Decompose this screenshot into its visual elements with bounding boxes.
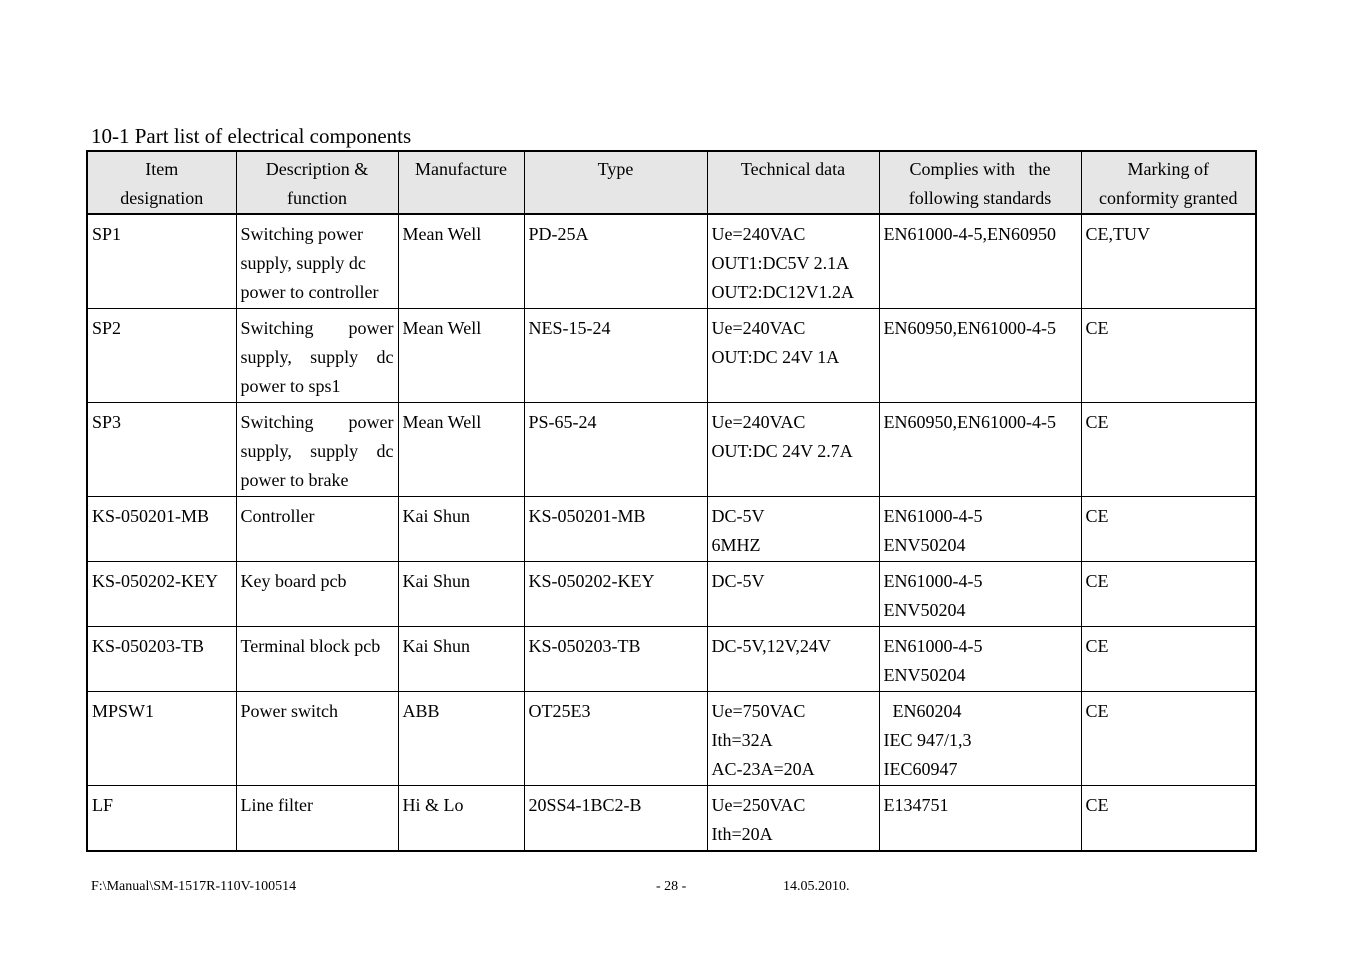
cell-marking: CE [1081, 786, 1256, 852]
cell-standards: EN61000-4-5,EN60950 [879, 214, 1081, 309]
cell-description: Switching power supply, supply dc power to sps1 [236, 309, 398, 403]
header-standards: Complies with the following standards [879, 151, 1081, 214]
header-manufacture: Manufacture [398, 151, 524, 214]
header-technical-data: Technical data [707, 151, 879, 214]
cell-item: LF [87, 786, 236, 852]
cell-technical: DC-5V,12V,24V [707, 627, 879, 692]
cell-description: Key board pcb [236, 562, 398, 627]
cell-standards: EN60204 IEC 947/1,3 IEC60947 [879, 692, 1081, 786]
cell-type: PD-25A [524, 214, 707, 309]
cell-technical: Ue=240VAC OUT1:DC5V 2.1A OUT2:DC12V1.2A [707, 214, 879, 309]
cell-standards: EN60950,EN61000-4-5 [879, 403, 1081, 497]
table-row [87, 692, 1256, 786]
footer-date: 14.05.2010. [783, 879, 850, 894]
parts-table [86, 150, 1257, 852]
table-row [87, 403, 1256, 497]
cell-marking: CE,TUV [1081, 214, 1256, 309]
cell-item: KS-050202-KEY [87, 562, 236, 627]
cell-marking: CE [1081, 403, 1256, 497]
footer-page-number: - 28 - [656, 879, 687, 894]
header-description: Description & function [236, 151, 398, 214]
cell-manufacture: Mean Well [398, 309, 524, 403]
table-row [87, 497, 1256, 562]
cell-type: KS-050201-MB [524, 497, 707, 562]
cell-manufacture: Mean Well [398, 403, 524, 497]
table-row [87, 562, 1256, 627]
cell-description: Controller [236, 497, 398, 562]
cell-type: KS-050202-KEY [524, 562, 707, 627]
cell-type: KS-050203-TB [524, 627, 707, 692]
cell-description: Line filter [236, 786, 398, 852]
cell-description: Power switch [236, 692, 398, 786]
cell-type: OT25E3 [524, 692, 707, 786]
cell-technical: Ue=250VAC Ith=20A [707, 786, 879, 852]
cell-standards: EN61000-4-5 ENV50204 [879, 497, 1081, 562]
cell-marking: CE [1081, 562, 1256, 627]
cell-marking: CE [1081, 497, 1256, 562]
cell-manufacture: ABB [398, 692, 524, 786]
cell-marking: CE [1081, 692, 1256, 786]
cell-description: Switching power supply, supply dc power to controller [236, 214, 398, 309]
cell-type: 20SS4-1BC2-B [524, 786, 707, 852]
cell-item: SP1 [87, 214, 236, 309]
cell-technical: Ue=750VAC Ith=32A AC-23A=20A [707, 692, 879, 786]
table-row [87, 627, 1256, 692]
cell-marking: CE [1081, 309, 1256, 403]
cell-standards: E134751 [879, 786, 1081, 852]
cell-standards: EN61000-4-5 ENV50204 [879, 562, 1081, 627]
cell-technical: DC-5V 6MHZ [707, 497, 879, 562]
table-row [87, 309, 1256, 403]
cell-manufacture: Hi & Lo [398, 786, 524, 852]
header-item-designation: Item designation [87, 151, 236, 214]
cell-item: SP3 [87, 403, 236, 497]
section-title: 10-1 Part list of electrical components [91, 124, 412, 148]
header-type: Type [524, 151, 707, 214]
footer-file-path: F:\Manual\SM-1517R-110V-100514 [91, 879, 297, 894]
cell-item: KS-050201-MB [87, 497, 236, 562]
header-marking: Marking of conformity granted [1081, 151, 1256, 214]
cell-standards: EN60950,EN61000-4-5 [879, 309, 1081, 403]
cell-type: NES-15-24 [524, 309, 707, 403]
cell-technical: Ue=240VAC OUT:DC 24V 1A [707, 309, 879, 403]
cell-technical: Ue=240VAC OUT:DC 24V 2.7A [707, 403, 879, 497]
cell-manufacture: Mean Well [398, 214, 524, 309]
cell-manufacture: Kai Shun [398, 497, 524, 562]
cell-marking: CE [1081, 627, 1256, 692]
cell-manufacture: Kai Shun [398, 627, 524, 692]
cell-type: PS-65-24 [524, 403, 707, 497]
cell-item: MPSW1 [87, 692, 236, 786]
cell-item: KS-050203-TB [87, 627, 236, 692]
cell-description: Terminal block pcb [236, 627, 398, 692]
cell-standards: EN61000-4-5 ENV50204 [879, 627, 1081, 692]
cell-technical: DC-5V [707, 562, 879, 627]
table-row [87, 214, 1256, 309]
table-header-row [87, 151, 1256, 214]
cell-manufacture: Kai Shun [398, 562, 524, 627]
table-row [87, 786, 1256, 852]
cell-description: Switching power supply, supply dc power to brake [236, 403, 398, 497]
cell-item: SP2 [87, 309, 236, 403]
